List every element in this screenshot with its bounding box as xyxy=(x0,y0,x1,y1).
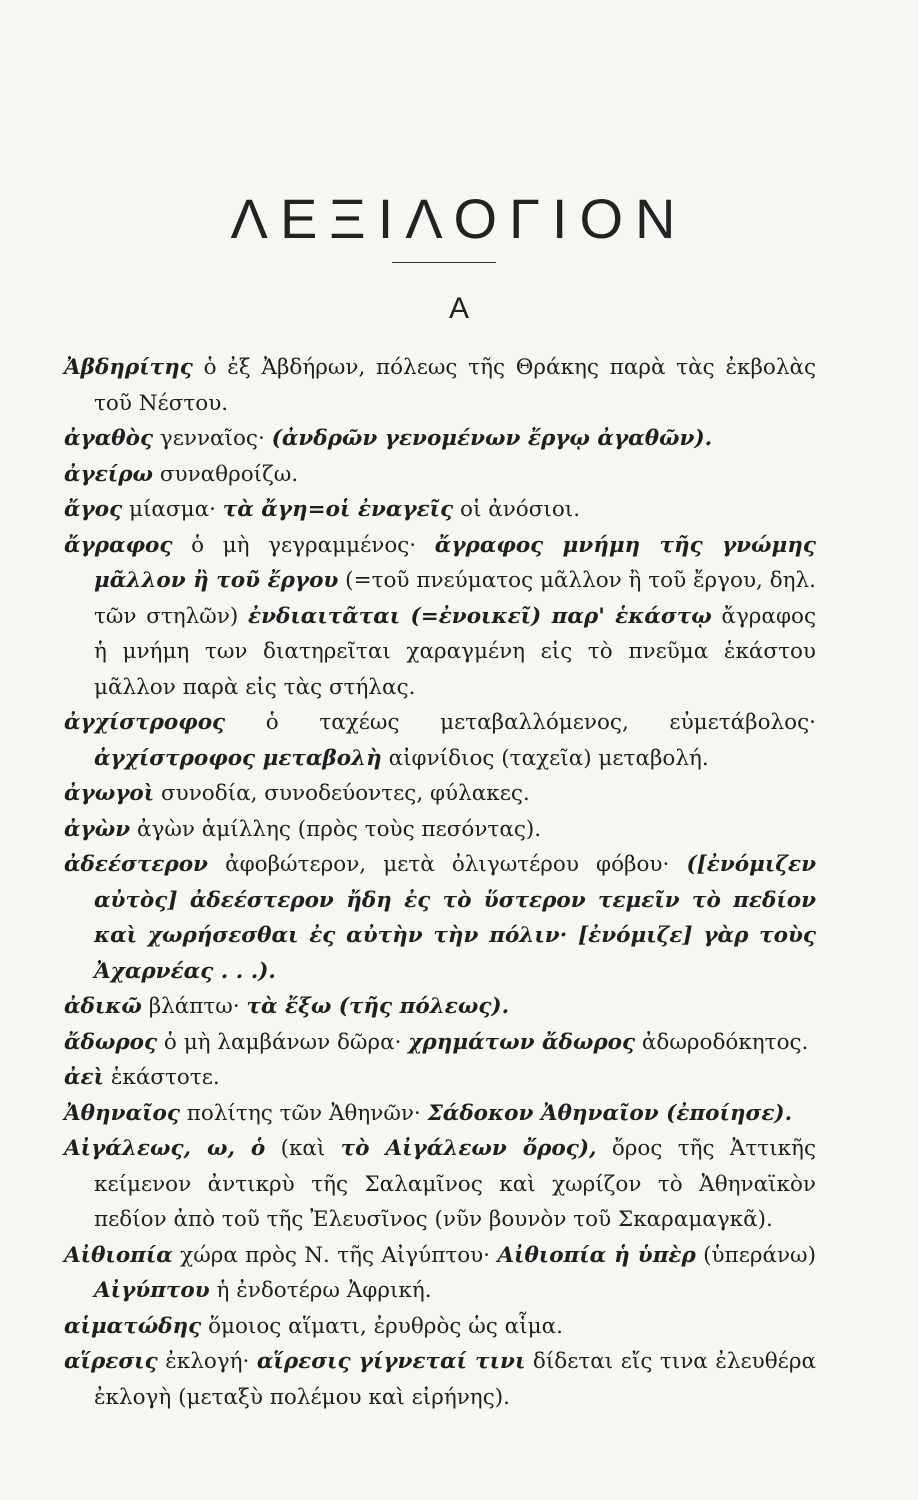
dictionary-entry xyxy=(64,1096,816,1132)
dictionary-entry xyxy=(64,528,816,706)
dictionary-entry xyxy=(64,421,816,457)
dictionary-entry xyxy=(64,1238,816,1309)
entry-definition: γενναῖος· xyxy=(153,426,272,451)
entry-definition: δίδεται εἴς τινα ἐλευθέρα ἐκλογὴ (μεταξὺ πολέμου καὶ εἰρήνης). xyxy=(94,1349,816,1410)
entry-definition: αἰφνίδιος (ταχεῖα) μεταβολή. xyxy=(381,745,709,771)
entry-list xyxy=(64,350,816,1415)
entry-headword: αἵρεσις xyxy=(64,1349,158,1374)
entry-definition: ἀφοβώτερον, μετὰ ὀλιγωτέρου φόβου· xyxy=(207,852,687,877)
entry-headword: ἀγείρω xyxy=(64,461,153,487)
entry-definition: ὅμοιος αἵματι, ἐρυθρὸς ὡς αἷμα. xyxy=(201,1313,563,1339)
entry-quote: ἄγραφος μνήμη τῆς γνώμης μᾶλλον ἢ τοῦ ἔργου xyxy=(94,532,816,593)
entry-quote: τὰ ἔξω (τῆς πόλεως). xyxy=(246,994,510,1019)
entry-headword: αἱματώδης xyxy=(64,1313,202,1339)
dictionary-entry xyxy=(64,705,816,776)
entry-definition: ἡ ἐνδοτέρω Ἀφρική. xyxy=(209,1278,432,1303)
dictionary-entry xyxy=(64,457,816,493)
entry-headword: Αἰγάλεως, ω, ὁ xyxy=(64,1136,266,1161)
entry-headword: ἄγραφος xyxy=(64,532,173,558)
entry-headword: Ἀβδηρίτης xyxy=(64,355,193,380)
entry-definition: ἐκλογή· xyxy=(157,1349,257,1374)
entry-headword: ἀδεέστερον xyxy=(64,852,208,877)
entry-quote: τὸ Αἰγάλεων ὄρος), xyxy=(340,1136,597,1161)
dictionary-entry xyxy=(64,350,816,421)
entry-definition: συνοδία, συνοδεύοντες, φύλακες. xyxy=(154,781,530,806)
entry-quote: Αἰγύπτου xyxy=(94,1278,210,1303)
entry-headword: Αἰθιοπία xyxy=(64,1242,173,1268)
entry-headword: ἀγὼν xyxy=(64,816,131,842)
dictionary-entry xyxy=(64,1309,816,1345)
entry-quote: ἀγχίστροφος μεταβολὴ xyxy=(94,745,382,771)
entry-headword: ἀγαθὸς xyxy=(64,426,154,451)
section-letter: Α xyxy=(448,292,469,325)
dictionary-entry xyxy=(64,492,816,528)
entry-definition: ὁ ταχέως μεταβαλλόμενος, εὐμετάβολος· xyxy=(225,710,816,735)
entry-quote: χρημάτων ἄδωρος xyxy=(408,1029,636,1055)
entry-definition: ἀδωροδόκητος. xyxy=(635,1029,809,1055)
entry-definition: ὁ ἐξ Ἀβδήρων, πόλεως τῆς Θράκης παρὰ τὰς ἐκβολὰς τοῦ Νέστου. xyxy=(94,355,816,416)
dictionary-entry xyxy=(64,1344,816,1415)
entry-headword: ἀεὶ xyxy=(64,1065,105,1090)
entry-definition: ὁ μὴ λαμβάνων δῶρα· xyxy=(157,1029,409,1055)
dictionary-entry xyxy=(64,847,816,989)
entry-definition: πολίτης τῶν Ἀθηνῶν· xyxy=(179,1100,428,1126)
dictionary-entry xyxy=(64,1131,816,1238)
entry-headword: ἄγος xyxy=(64,497,123,522)
entry-quote: Σάδοκον Ἀθηναῖον (ἐποίησε). xyxy=(427,1100,793,1126)
entry-definition: ὄρος τῆς Ἀττικῆς κείμενον ἀντικρὺ τῆς Σαλαμῖνος καὶ χωρίζον τὸ Ἀθηναϊκὸν πεδίον ἀπὸ τοῦ τῆς Ἐλευσῖνος (νῦν βουνὸν τοῦ Σκαραμαγκᾶ). xyxy=(94,1136,816,1232)
entry-quote: Αἰθιοπία ἡ ὑπὲρ xyxy=(497,1242,696,1268)
entry-definition: (=τοῦ πνεύματος μᾶλλον ἢ τοῦ ἔργου, δηλ. τῶν στηλῶν) xyxy=(94,568,817,629)
entry-quote: (ἀνδρῶν γενομένων ἔργῳ ἀγαθῶν). xyxy=(271,426,713,451)
page-title: ΛΕΞΙΛΟΓΙΟΝ xyxy=(230,187,688,250)
entry-definition: οἱ ἀνόσιοι. xyxy=(453,497,581,522)
entry-quote: ἐνδιαιτᾶται (=ἐνοικεῖ) παρ' ἑκάστῳ xyxy=(248,603,712,629)
entry-quote: αἵρεσις γίγνεταί τινι xyxy=(256,1349,526,1374)
dictionary-entry xyxy=(64,812,816,848)
entry-definition: (ὑπεράνω) xyxy=(695,1242,816,1268)
dictionary-entry xyxy=(64,1060,816,1096)
entry-quote: τὰ ἄγη=οἱ ἐναγεῖς xyxy=(222,497,454,522)
entry-definition: (καὶ xyxy=(265,1136,341,1161)
entry-definition: συναθροίζω. xyxy=(152,461,299,487)
entry-quote: ([ἐνόμιζεν αὐτὸς] ἀδεέστερον ἤδη ἐς τὸ ὕστερον τεμεῖν τὸ πεδίον καὶ χωρήσεσθαι ἐς αὐτὴν τὴν πόλιν· [ἐνόμιζε] γὰρ τοὺς Ἀχαρνέας . . .). xyxy=(94,852,816,984)
entry-headword: Ἀθηναῖος xyxy=(64,1100,180,1126)
dictionary-entry xyxy=(64,1025,816,1061)
title-divider xyxy=(392,262,496,263)
entry-definition: ἀγὼν ἁμίλλης (πρὸς τοὺς πεσόντας). xyxy=(130,816,542,842)
entry-definition: ἄγραφος ἡ μνήμη των διατηρεῖται χαραγμένη εἰς τὸ πνεῦμα ἑκάστου μᾶλλον παρὰ εἰς τὰς στήλας. xyxy=(94,603,816,700)
entry-definition: μίασμα· xyxy=(122,497,223,522)
entry-definition: χώρα πρὸς Ν. τῆς Αἰγύπτου· xyxy=(172,1242,498,1268)
entry-definition: βλάπτω· xyxy=(141,994,247,1019)
entry-headword: ἄδωρος xyxy=(64,1029,158,1055)
entry-definition: ἑκάστοτε. xyxy=(104,1065,220,1090)
entry-headword: ἀγωγοὶ xyxy=(64,781,155,806)
entry-headword: ἀδικῶ xyxy=(64,994,142,1019)
entry-headword: ἀγχίστροφος xyxy=(64,710,226,735)
dictionary-entry xyxy=(64,776,816,812)
entry-definition: ὁ μὴ γεγραμμένος· xyxy=(172,532,435,558)
dictionary-entry xyxy=(64,989,816,1025)
